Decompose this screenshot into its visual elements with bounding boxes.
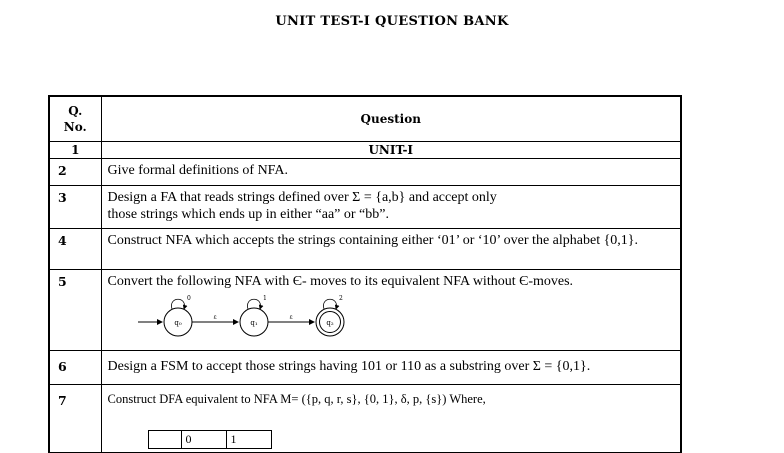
question-number: 4 xyxy=(49,229,101,270)
table-row xyxy=(49,186,681,229)
table-row xyxy=(49,270,681,351)
question-text: Design a FSM to accept those strings having 101 or 110 as a substring over Σ = {0,1}. xyxy=(101,351,681,385)
question-number: 6 xyxy=(49,351,101,385)
state-label: q₁ xyxy=(249,319,258,327)
table-row xyxy=(49,385,681,453)
question-text: Construct DFA equivalent to NFA M= ({p, q, r, s}, {0, 1}, δ, p, {s}) Where, 0 1 xyxy=(101,385,681,453)
question-number: 5 xyxy=(49,270,101,351)
question-text: Construct NFA which accepts the strings containing either ‘01’ or ‘10’ over the alphabet {0,1}. xyxy=(101,229,681,270)
question-number: 3 xyxy=(49,186,101,229)
table-header-row xyxy=(49,96,681,142)
question-number: 2 xyxy=(49,159,101,186)
question-table xyxy=(48,95,682,453)
loop-label: 1 xyxy=(262,295,267,302)
qno-header: Q. No. xyxy=(49,96,101,142)
question-text: Convert the following NFA with Є- moves to its equivalent NFA without Є-moves. q₀ 0 ε q₁ 1 ε q₂ 2 xyxy=(101,270,681,351)
edge-label: ε xyxy=(288,314,293,321)
nfa-diagram xyxy=(138,294,368,340)
loop-label: 0 xyxy=(186,295,191,302)
question-header: Question xyxy=(101,96,681,142)
table-row xyxy=(49,351,681,385)
state-label: q₂ xyxy=(325,319,334,327)
question-text: Give formal definitions of NFA. xyxy=(101,159,681,186)
question-number: 7 xyxy=(49,385,101,453)
page-title: UNIT TEST-I QUESTION BANK xyxy=(275,14,509,29)
loop-label: 2 xyxy=(338,295,343,302)
transition-table xyxy=(148,430,272,449)
transition-table-header: 0 1 xyxy=(148,431,271,449)
question-text: Design a FA that reads strings defined over Σ = {a,b} and accept only those strings which ends up in either “aa” or “bb”. xyxy=(101,186,681,229)
state-label: q₀ xyxy=(173,319,182,327)
section-row xyxy=(49,142,681,159)
section-number: 1 xyxy=(49,142,101,159)
table-row xyxy=(49,229,681,270)
edge-label: ε xyxy=(212,314,217,321)
section-label: UNIT-I xyxy=(101,142,681,159)
table-row xyxy=(49,159,681,186)
